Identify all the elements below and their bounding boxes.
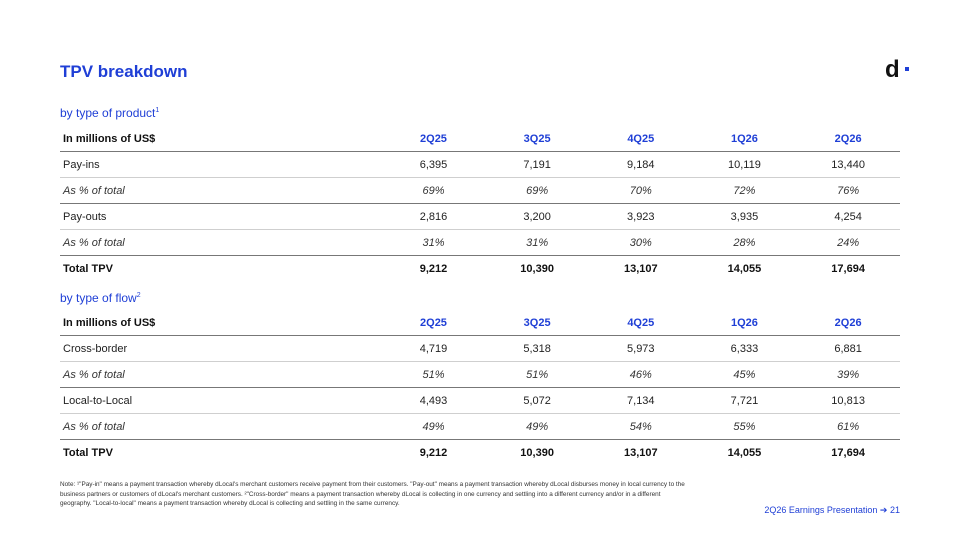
cell-value: 4,254 [796, 204, 900, 230]
table-row [60, 152, 900, 178]
total-row [60, 440, 900, 466]
quarter-header: 1Q26 [730, 316, 758, 329]
footer [764, 505, 900, 516]
quarter-header: 1Q26 [730, 132, 758, 145]
table-header-row [60, 310, 900, 336]
cell-value: 5,973 [589, 336, 693, 362]
cell-value: 39% [796, 362, 900, 388]
cell-value: 13,440 [796, 152, 900, 178]
table-header-row [60, 126, 900, 152]
cell-value: 51% [382, 362, 486, 388]
cell-value: 51% [485, 362, 589, 388]
row-label: Pay-outs [60, 204, 382, 230]
cell-value: 10,390 [485, 440, 589, 466]
cell-value: 5,072 [485, 388, 589, 414]
row-label: Cross-border [60, 336, 382, 362]
row-label: As % of total [60, 414, 382, 440]
quarter-header: 4Q25 [627, 132, 655, 145]
cell-value: 72% [693, 178, 797, 204]
cell-value: 7,191 [485, 152, 589, 178]
table-row [60, 388, 900, 414]
table-header-label: In millions of US$ [63, 316, 156, 329]
table-row [60, 362, 900, 388]
page-number: 21 [889, 505, 900, 515]
row-label: As % of total [60, 178, 382, 204]
table-row [60, 336, 900, 362]
cell-value: 61% [796, 414, 900, 440]
cell-value: 10,119 [693, 152, 797, 178]
cell-value: 9,212 [382, 440, 486, 466]
cell-value: 17,694 [796, 440, 900, 466]
cell-value: 46% [589, 362, 693, 388]
cell-value: 3,200 [485, 204, 589, 230]
cell-value: 70% [589, 178, 693, 204]
table-row [60, 414, 900, 440]
quarter-header: 4Q25 [627, 316, 655, 329]
cell-value: 9,184 [589, 152, 693, 178]
quarter-header: 2Q26 [834, 316, 862, 329]
logo-letter: d [885, 56, 900, 83]
table-row [60, 204, 900, 230]
row-label: Total TPV [60, 440, 382, 466]
cell-value: 10,813 [796, 388, 900, 414]
row-label: Pay-ins [60, 152, 382, 178]
cell-value: 10,390 [485, 256, 589, 282]
cell-value: 31% [382, 230, 486, 256]
cell-value: 7,134 [589, 388, 693, 414]
logo-dot-icon [905, 67, 909, 71]
table-row [60, 178, 900, 204]
table-header-label: In millions of US$ [63, 132, 156, 145]
quarter-header: 2Q25 [420, 316, 447, 329]
row-label: Total TPV [60, 256, 382, 282]
cell-value: 69% [485, 178, 589, 204]
cell-value: 76% [796, 178, 900, 204]
cell-value: 31% [485, 230, 589, 256]
arrow-right-icon: ➔ [879, 505, 888, 515]
cell-value: 17,694 [796, 256, 900, 282]
cell-value: 6,333 [693, 336, 797, 362]
row-label: Local-to-Local [60, 388, 382, 414]
cell-value: 5,318 [485, 336, 589, 362]
cell-value: 3,923 [589, 204, 693, 230]
quarter-header: 3Q25 [523, 132, 551, 145]
cell-value: 14,055 [693, 256, 797, 282]
cell-value: 3,935 [693, 204, 797, 230]
footnote: Note: ¹"Pay-in" means a payment transaction whereby dLocal's merchant customers receive payment from their customers. "Pay-out" means a payment transaction whereby dLocal disburses money in local currency to the business partners or customers of dLocal's merchant customers. ²"Cross-border" means a payment transaction whereby dLocal is collecting in one currency and settling into a different currency and/or in a different geography. "Local-to-local" means a payment transaction whereby dLocal is collecting and settling in the same currency. [60, 481, 685, 507]
cell-value: 49% [485, 414, 589, 440]
cell-value: 4,493 [382, 388, 486, 414]
cell-value: 13,107 [589, 440, 693, 466]
row-label: As % of total [60, 362, 382, 388]
cell-value: 2,816 [382, 204, 486, 230]
cell-value: 13,107 [589, 256, 693, 282]
cell-value: 14,055 [693, 440, 797, 466]
cell-value: 7,721 [693, 388, 797, 414]
cell-value: 49% [382, 414, 486, 440]
cell-value: 4,719 [382, 336, 486, 362]
cell-value: 6,881 [796, 336, 900, 362]
page-title: TPV breakdown [60, 62, 188, 81]
footer-text: 2Q26 Earnings Presentation [764, 505, 878, 515]
flow-section-label: by type of flow$^2$ [60, 291, 141, 305]
cell-value: 24% [796, 230, 900, 256]
cell-value: 54% [589, 414, 693, 440]
quarter-header: 3Q25 [523, 316, 551, 329]
cell-value: 45% [693, 362, 797, 388]
table-row [60, 230, 900, 256]
cell-value: 28% [693, 230, 797, 256]
cell-value: 55% [693, 414, 797, 440]
product-table [60, 126, 900, 281]
cell-value: 30% [589, 230, 693, 256]
cell-value: 9,212 [382, 256, 486, 282]
cell-value: 69% [382, 178, 486, 204]
flow-table [60, 310, 900, 465]
cell-value: 6,395 [382, 152, 486, 178]
product-section-label: by type of product$^1$ [60, 106, 160, 120]
dlocal-logo [885, 56, 909, 84]
row-label: As % of total [60, 230, 382, 256]
total-row [60, 256, 900, 282]
quarter-header: 2Q25 [420, 132, 447, 145]
quarter-header: 2Q26 [834, 132, 862, 145]
